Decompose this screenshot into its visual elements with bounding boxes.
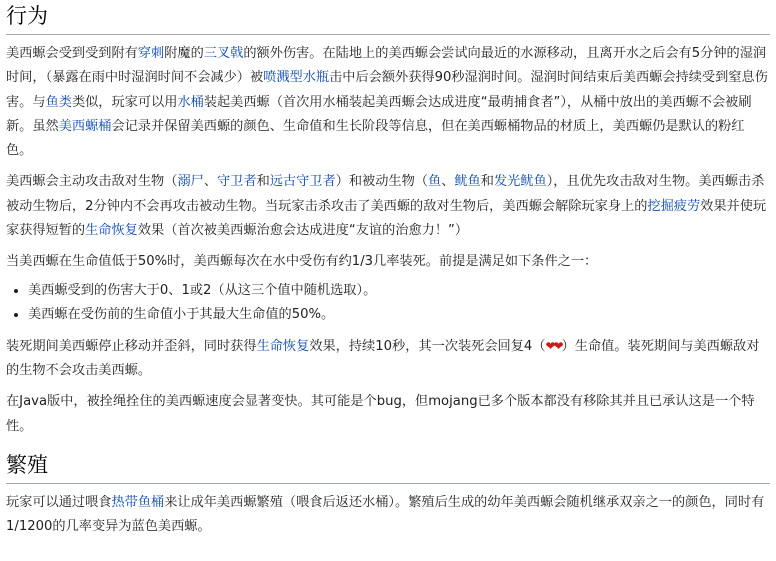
link-glow-squid[interactable]: 发光鱿鱼 <box>493 174 547 190</box>
text: 美西螈会受到受到附有 <box>6 46 138 61</box>
section-heading-breeding: 繁殖 <box>6 449 770 484</box>
behavior-paragraph-5: 在Java版中，被拴绳拴住的美西螈速度会显著变快。其可能是个bug，但mojang已多个版本都没有移除其并且已承认这是一个特性。 <box>6 394 755 434</box>
behavior-paragraph-2 <box>6 170 770 243</box>
link-regeneration[interactable]: 生命恢复 <box>85 223 138 239</box>
text: 类似，玩家可以用 <box>71 94 178 110</box>
text: 美西螈会主动攻击敌对生物（ <box>6 174 178 190</box>
behavior-paragraph-4 <box>6 334 770 384</box>
condition-list <box>6 279 770 327</box>
text: 效果并使玩家获得短暂的 <box>6 198 767 239</box>
section-heading-behavior: 行为 <box>6 0 770 35</box>
text: ）和被动生物（ <box>335 174 428 190</box>
link-fish-2[interactable]: 鱼 <box>428 174 442 190</box>
text: 来让成年美西螈繁殖（喂食后返还水桶）。繁殖后生成的幼年美西螈会随机继承双亲之一的颜色，同时有1/1200的几率变异为蓝色美西螈。 <box>6 494 765 535</box>
text: 和 <box>480 174 494 190</box>
link-splash-water-bottle[interactable]: 喷溅型水瓶 <box>263 70 330 86</box>
heart-icon: ❤❤ <box>545 338 562 353</box>
link-trident[interactable]: 三叉戟 <box>203 46 244 61</box>
text: 玩家可以通过喂食 <box>6 494 112 510</box>
behavior-paragraph-1 <box>6 42 770 163</box>
behavior-paragraph-3: 当美西螈在生命值低于50%时，美西螈每次在水中受伤有约1/3几率装死。前提是满足如下条件之一： <box>6 254 598 270</box>
text: 装死期间美西螈停止移动并歪斜，同时获得 <box>6 338 257 354</box>
text: 的额外伤害。在陆地上的美西螈会尝试向最近的水源移动，且离开水之后会有5分钟的湿润时间，（暴露在雨中时湿润时间不会减少）被 <box>6 46 767 86</box>
link-guardian[interactable]: 守卫者 <box>217 174 257 190</box>
link-axolotl-bucket[interactable]: 美西螈桶 <box>58 118 112 134</box>
link-regeneration-2[interactable]: 生命恢复 <box>256 338 310 354</box>
text: 装起美西螈（首次用水桶装起美西螈会达成进度“最萌捕食者”），从桶中放出的美西螈不会被刷新。虽然 <box>6 94 752 134</box>
link-water-bucket[interactable]: 水桶 <box>177 94 204 110</box>
breeding-paragraph-1 <box>6 491 770 540</box>
text: 、 <box>203 174 217 190</box>
list-item: • 美西螈在受伤前的生命值小于其最大生命值的50%。 <box>28 303 770 327</box>
text: ）生命值。装死期间与美西螈敌对的生物不会攻击美西螈。 <box>6 338 760 378</box>
link-impaling[interactable]: 穿刺 <box>137 46 165 61</box>
link-elder-guardian[interactable]: 远古守卫者 <box>269 174 336 190</box>
list-item: • 美西螈受到的伤害大于0、1或2（从这三个值中随机选取）。 <box>28 279 770 303</box>
text: 击中后会额外获得90秒湿润时间。湿润时间结束后美西螈会持续受到窒息伤害。与 <box>6 70 768 110</box>
link-fish[interactable]: 鱼类 <box>45 94 72 110</box>
text: 效果（首次被美西螈治愈会达成进度“友谊的治愈力！”） <box>137 223 469 239</box>
text: 和 <box>256 174 270 190</box>
text: 附魔的 <box>164 46 204 61</box>
text: ），且优先攻击敌对生物。美西螈击杀被动生物后，2分钟内不会再攻击被动生物。当玩家击杀攻击了美西螈的敌对生物后，美西螈会解除玩家身上的 <box>6 174 765 214</box>
text: 会记录并保留美西螈的颜色、生命值和生长阶段等信息，但在美西螈桶物品的材质上，美西螈仍是默认的粉红色。 <box>6 118 745 159</box>
link-squid[interactable]: 鱿鱼 <box>454 174 481 190</box>
link-tropical-fish-bucket[interactable]: 热带鱼桶 <box>111 494 165 510</box>
link-mining-fatigue[interactable]: 挖掘疲劳 <box>647 198 701 214</box>
text: 、 <box>441 174 455 190</box>
link-drowned[interactable]: 溺尸 <box>177 174 204 190</box>
text: 效果，持续10秒，其一次装死会回复4（ <box>309 338 546 354</box>
